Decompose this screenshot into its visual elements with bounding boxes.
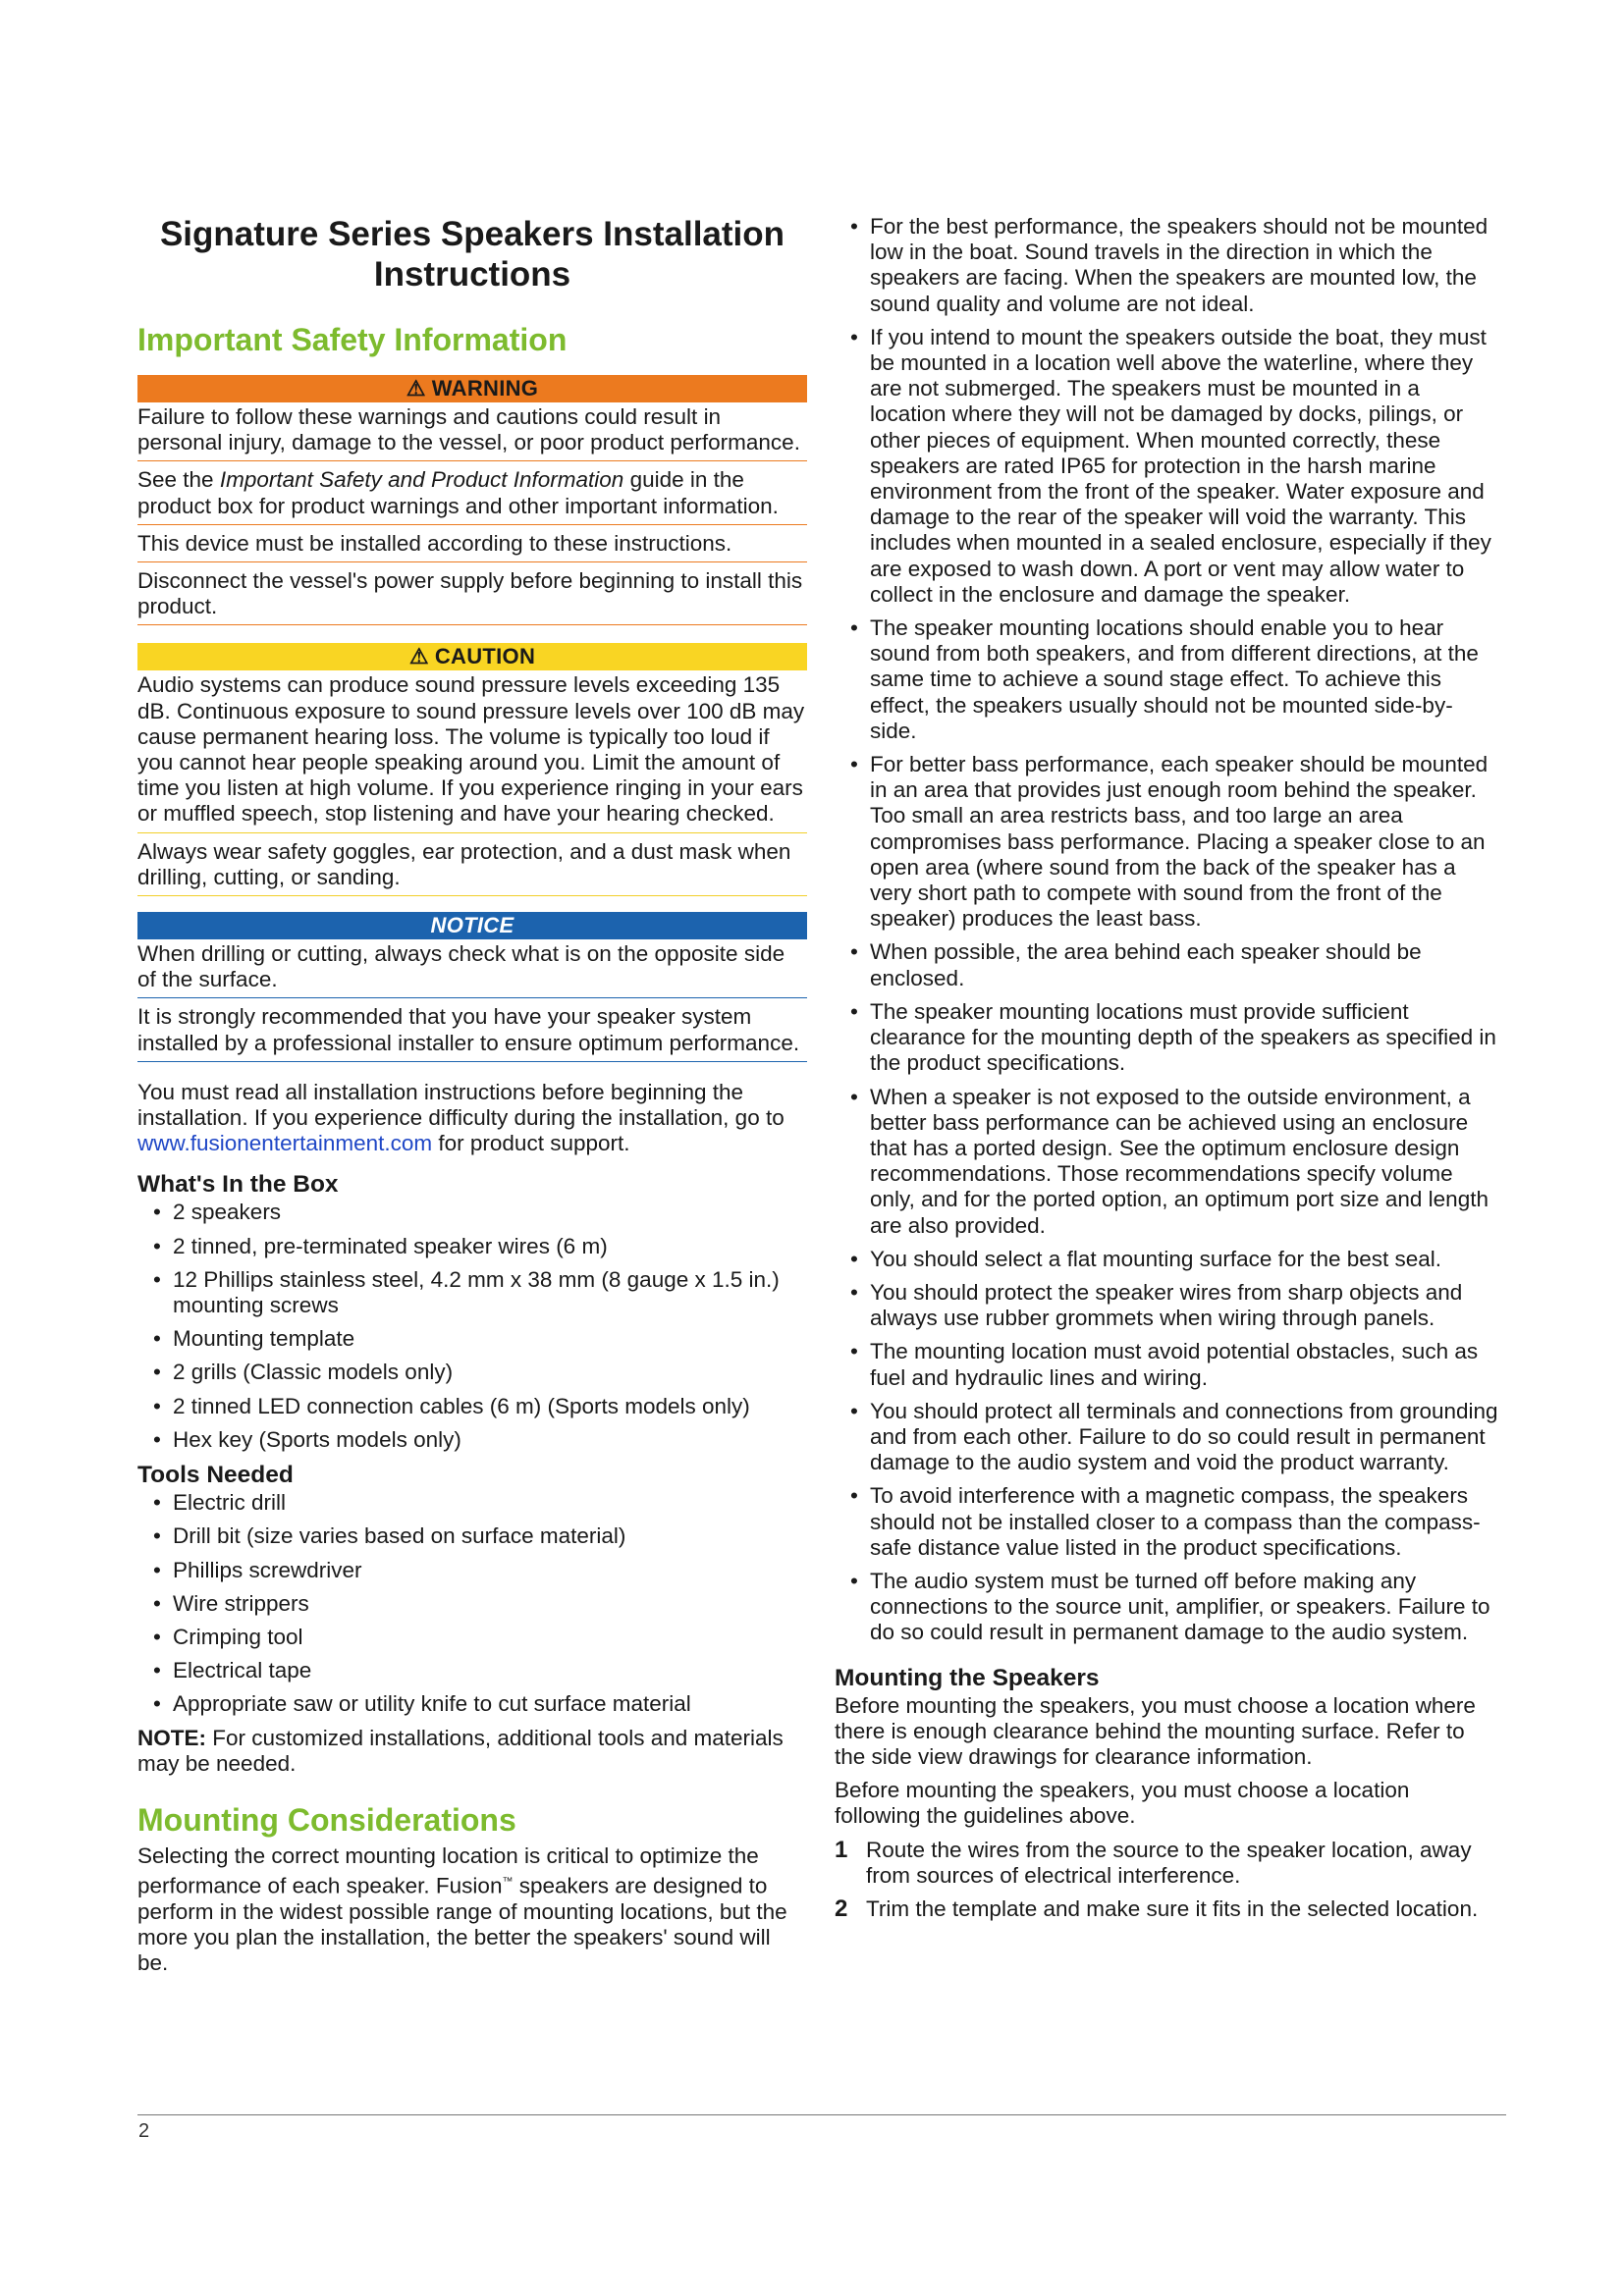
caution-section (137, 643, 807, 896)
consideration-text: When a speaker is not exposed to the outside environment, a better bass performance can be achieved using an enclosure that has a ported design. See the optimum enclosure design recommendations. Those recommendations specify volume only, and for the ported option, an optimum port size and length are also provided. (870, 1084, 1489, 1238)
consideration-text: For better bass performance, each speaker should be mounted in an area that provides just enough room behind the speaker. Too small an area restricts bass, and too large an area compromises bass performance. Placing a speaker close to an open area (where sound from the back of the speaker has a very short path to compete with sound from the front of the speaker) produces the least bass. (870, 752, 1489, 932)
consideration-text: To avoid interference with a magnetic compass, the speakers should not be installed closer to a compass than the compass-safe distance value listed in the product specifications. (870, 1483, 1481, 1560)
notice-text: It is strongly recommended that you have your speaker system installed by a professional installer to ensure optimum performance. (137, 1002, 807, 1061)
document-title: Signature Series Speakers Installation Instructions (159, 215, 785, 294)
note-text: For customized installations, additional tools and materials may be needed. (137, 1725, 784, 1776)
consideration-text: The audio system must be turned off before making any connections to the source unit, amplifier, or speakers. Failure to do so could result in permanent damage to the audio system. (870, 1568, 1490, 1645)
safety-heading: Important Safety Information (137, 322, 568, 357)
warning-see-pre: See the (137, 467, 220, 493)
list-item: • Appropriate saw or utility knife to cut surface material (153, 1691, 691, 1717)
notice-text: When drilling or cutting, always check what is on the opposite side of the surface. (137, 939, 807, 998)
notice-banner (137, 912, 807, 939)
step-text: Trim the template and make sure it fits in the selected location. (866, 1896, 1479, 1921)
list-item: • When possible, the area behind each speaker should be enclosed. (850, 939, 1422, 990)
consideration-text: You should protect the speaker wires from sharp objects and always use rubber grommets when wiring through panels. (870, 1279, 1463, 1331)
mounting-text: Before mounting the speakers, you must choose a location following the guidelines above. (835, 1778, 1410, 1829)
list-item: • The audio system must be turned off before making any connections to the source unit, amplifier, or speakers. Failure to do so could result in permanent damage to the audio system. (850, 1568, 1490, 1645)
consideration-text: The speaker mounting locations must provide sufficient clearance for the mounting depth of the speakers as specified in the product specifications. (870, 998, 1496, 1076)
list-item: • 2 speakers (153, 1200, 282, 1225)
caution-label: CAUTION (434, 644, 536, 669)
list-item: • To avoid interference with a magnetic compass, the speakers should not be installed closer to a compass than the compass-safe distance value listed in the product specifications. (850, 1483, 1481, 1560)
list-item: • Mounting template (153, 1326, 355, 1352)
tool-item-text: Crimping tool (173, 1624, 303, 1649)
caution-text: Always wear safety goggles, ear protection, and a dust mask when drilling, cutting, or sanding. (137, 837, 807, 896)
list-item: • You should protect all terminals and connections from grounding and from each other. Failure to do so could result in permanent damage to the audio system and void the product warranty. (850, 1398, 1498, 1475)
tool-item-text: Drill bit (size varies based on surface material) (173, 1523, 626, 1549)
notice-label: NOTICE (430, 913, 514, 938)
box-item-text: 2 tinned LED connection cables (6 m) (Sports models only) (173, 1393, 750, 1418)
list-item: • 2 grills (Classic models only) (153, 1360, 454, 1385)
consideration-text: If you intend to mount the speakers outside the boat, they must be mounted in a location well above the waterline, where they are not submerged. The speakers must be mounted in a location where they will not be damaged by docks, pilings, or other pieces of equipment. When mounted correctly, these speakers are rated IP65 for protection in the harsh marine environment from the front of the speaker. Water exposure and damage to the rear of the speaker will void the warranty. This includes when mounted in a sealed enclosure, especially if they are exposed to wash down. A port or vent may allow water to collect in the enclosure and damage the speaker. (870, 324, 1491, 607)
considerations-heading: Mounting Considerations (137, 1801, 516, 1838)
list-item: • Drill bit (size varies based on surface material) (153, 1523, 626, 1549)
consideration-text: When possible, the area behind each speaker should be enclosed. (870, 939, 1422, 990)
warning-see-text (137, 465, 807, 524)
mounting-text: Before mounting the speakers, you must choose a location where there is enough clearance behind the mounting surface. Refer to the side view drawings for clearance information. (835, 1692, 1476, 1769)
list-item: • Electrical tape (153, 1658, 312, 1683)
tool-item-text: Appropriate saw or utility knife to cut surface material (173, 1691, 691, 1717)
consideration-text: The speaker mounting locations should enable you to hear sound from both speakers, and from different directions, at the same time to achieve a sound stage effect. To achieve this effect, the speakers usually should not be mounted side-by-side. (870, 615, 1479, 743)
warning-text: This device must be installed according to these instructions. (137, 529, 807, 562)
mounting-steps (835, 1838, 1498, 1923)
mounting-heading: Mounting the Speakers (835, 1664, 1100, 1691)
box-item-text: 2 grills (Classic models only) (173, 1360, 454, 1385)
box-item-text: Mounting template (173, 1326, 355, 1352)
intro-pre: Selecting the correct mounting location is critical to optimize the performance of each speaker. Fusion (137, 1842, 759, 1898)
step-number: 1 (835, 1836, 848, 1863)
caution-text: Audio systems can produce sound pressure levels exceeding 135 dB. Continuous exposure to sound pressure levels over 100 dB may cause permanent hearing loss. The volume is typically too loud if you cannot hear people speaking around you. Limit the amount of time you listen at high volume. If you experience ringing in your ears or muffled speech, stop listening and have your hearing checked. (137, 670, 807, 832)
tool-item-text: Wire strippers (173, 1590, 309, 1616)
list-item: • Phillips screwdriver (153, 1557, 362, 1582)
list-item: • For better bass performance, each speaker should be mounted in an area that provides just enough room behind the speaker. Too small an area restricts bass, and too large an area compromises bass performance. Placing a speaker close to an open area (where sound from the back of the speaker has a very short path to compete with sound from the front of the speaker) produces the least bass. (850, 752, 1489, 932)
considerations-intro (137, 1843, 807, 1977)
read-instructions-text (137, 1080, 807, 1157)
consideration-text: For the best performance, the speakers should not be mounted low in the boat. Sound travels in the direction in which the speakers are facing. When the speakers are mounted low, the sound quality and volume are not ideal. (870, 214, 1489, 316)
tools-heading: Tools Needed (137, 1462, 294, 1489)
tool-item-text: Electrical tape (173, 1658, 312, 1683)
list-item: • The speaker mounting locations should enable you to hear sound from both speakers, and from different directions, at the same time to achieve a sound stage effect. To achieve this effect, the speakers usually should not be mounted side-by-side. (850, 615, 1479, 743)
right-column (835, 214, 1498, 1930)
warning-text: Failure to follow these warnings and cautions could result in personal injury, damage to the vessel, or poor product performance. (137, 402, 807, 461)
trademark-symbol: ™ (502, 1876, 514, 1889)
box-item-text: 2 speakers (173, 1200, 282, 1225)
read-pre: You must read all installation instructions before beginning the installation. If you experience difficulty during the installation, go to (137, 1079, 785, 1131)
list-item: • 12 Phillips stainless steel, 4.2 mm x 38 mm (8 gauge x 1.5 in.) mounting screws (153, 1266, 780, 1318)
warning-section (137, 375, 807, 625)
tool-item-text: Phillips screwdriver (173, 1557, 362, 1582)
list-item: • The speaker mounting locations must provide sufficient clearance for the mounting depth of the speakers as specified in the product specifications. (850, 998, 1496, 1076)
notice-section (137, 912, 807, 1062)
support-link[interactable]: www.fusionentertainment.com (137, 1131, 433, 1156)
step-number: 2 (835, 1895, 848, 1922)
tools-list (137, 1490, 807, 1717)
box-heading: What's In the Box (137, 1171, 339, 1199)
list-item: • Crimping tool (153, 1624, 303, 1649)
tools-note (137, 1726, 807, 1777)
box-item-text: 12 Phillips stainless steel, 4.2 mm x 38 mm (8 gauge x 1.5 in.) mounting screws (173, 1266, 780, 1318)
list-item: • You should select a flat mounting surface for the best seal. (850, 1246, 1442, 1271)
consideration-text: The mounting location must avoid potential obstacles, such as fuel and hydraulic lines and wiring. (870, 1339, 1479, 1390)
page-number: 2 (138, 2120, 150, 2142)
list-item: • If you intend to mount the speakers outside the boat, they must be mounted in a location well above the waterline, where they are not submerged. The speakers must be mounted in a location where they will not be damaged by docks, pilings, or other pieces of equipment. When mounted correctly, these speakers are rated IP65 for protection in the harsh marine environment from the front of the speaker. Water exposure and damage to the rear of the speaker will void the warranty. This includes when mounted in a sealed enclosure, especially if they are exposed to wash down. A port or vent may allow water to collect in the enclosure and damage the speaker. (850, 324, 1491, 607)
step-text: Route the wires from the source to the speaker location, away from sources of electrical interference. (866, 1837, 1472, 1888)
list-item: • Wire strippers (153, 1590, 309, 1616)
left-column (137, 214, 807, 1976)
tool-item-text: Electric drill (173, 1490, 287, 1516)
box-item-text: Hex key (Sports models only) (173, 1426, 461, 1452)
read-post: for product support. (432, 1131, 630, 1156)
intro-post: speakers are designed to perform in the widest possible range of mounting locations, but the more you plan the installation, the better the speakers' sound will be. (137, 1873, 787, 1976)
consideration-text: You should select a flat mounting surface for the best seal. (870, 1246, 1442, 1271)
warning-label: WARNING (431, 376, 539, 400)
list-item: • You should protect the speaker wires from sharp objects and always use rubber grommets when wiring through panels. (850, 1279, 1463, 1331)
warning-triangle-icon: ⚠ (406, 376, 426, 400)
box-item-text: 2 tinned, pre-terminated speaker wires (6 m) (173, 1233, 608, 1258)
step-item (835, 1896, 1498, 1922)
list-item: • The mounting location must avoid potential obstacles, such as fuel and hydraulic lines and wiring. (850, 1339, 1479, 1390)
warning-text: Disconnect the vessel's power supply before beginning to install this product. (137, 566, 807, 625)
list-item: • When a speaker is not exposed to the outside environment, a better bass performance can be achieved using an enclosure that has a ported design. See the optimum enclosure design recommendations. Those recommendations specify volume only, and for the ported option, an optimum port size and length are also provided. (850, 1084, 1489, 1238)
list-item: • 2 tinned, pre-terminated speaker wires (6 m) (153, 1233, 608, 1258)
warning-see-guide-title: Important Safety and Product Information (219, 467, 624, 493)
step-item (835, 1838, 1498, 1889)
caution-triangle-icon: ⚠ (408, 644, 429, 669)
footer-divider (137, 2114, 1506, 2115)
warning-banner (137, 375, 807, 402)
list-item: • 2 tinned LED connection cables (6 m) (Sports models only) (153, 1393, 750, 1418)
warning-see-post: guide in the product box for product warnings and other important information. (137, 467, 779, 518)
list-item: • Electric drill (153, 1490, 287, 1516)
caution-banner (137, 643, 807, 670)
considerations-list (835, 214, 1498, 1646)
consideration-text: You should protect all terminals and connections from grounding and from each other. Failure to do so could result in permanent damage to the audio system and void the product warranty. (870, 1398, 1498, 1475)
list-item: • Hex key (Sports models only) (153, 1426, 461, 1452)
list-item: • For the best performance, the speakers should not be mounted low in the boat. Sound travels in the direction in which the speakers are facing. When the speakers are mounted low, the sound quality and volume are not ideal. (850, 214, 1489, 316)
note-label: NOTE: (137, 1725, 206, 1750)
box-list (137, 1200, 807, 1453)
